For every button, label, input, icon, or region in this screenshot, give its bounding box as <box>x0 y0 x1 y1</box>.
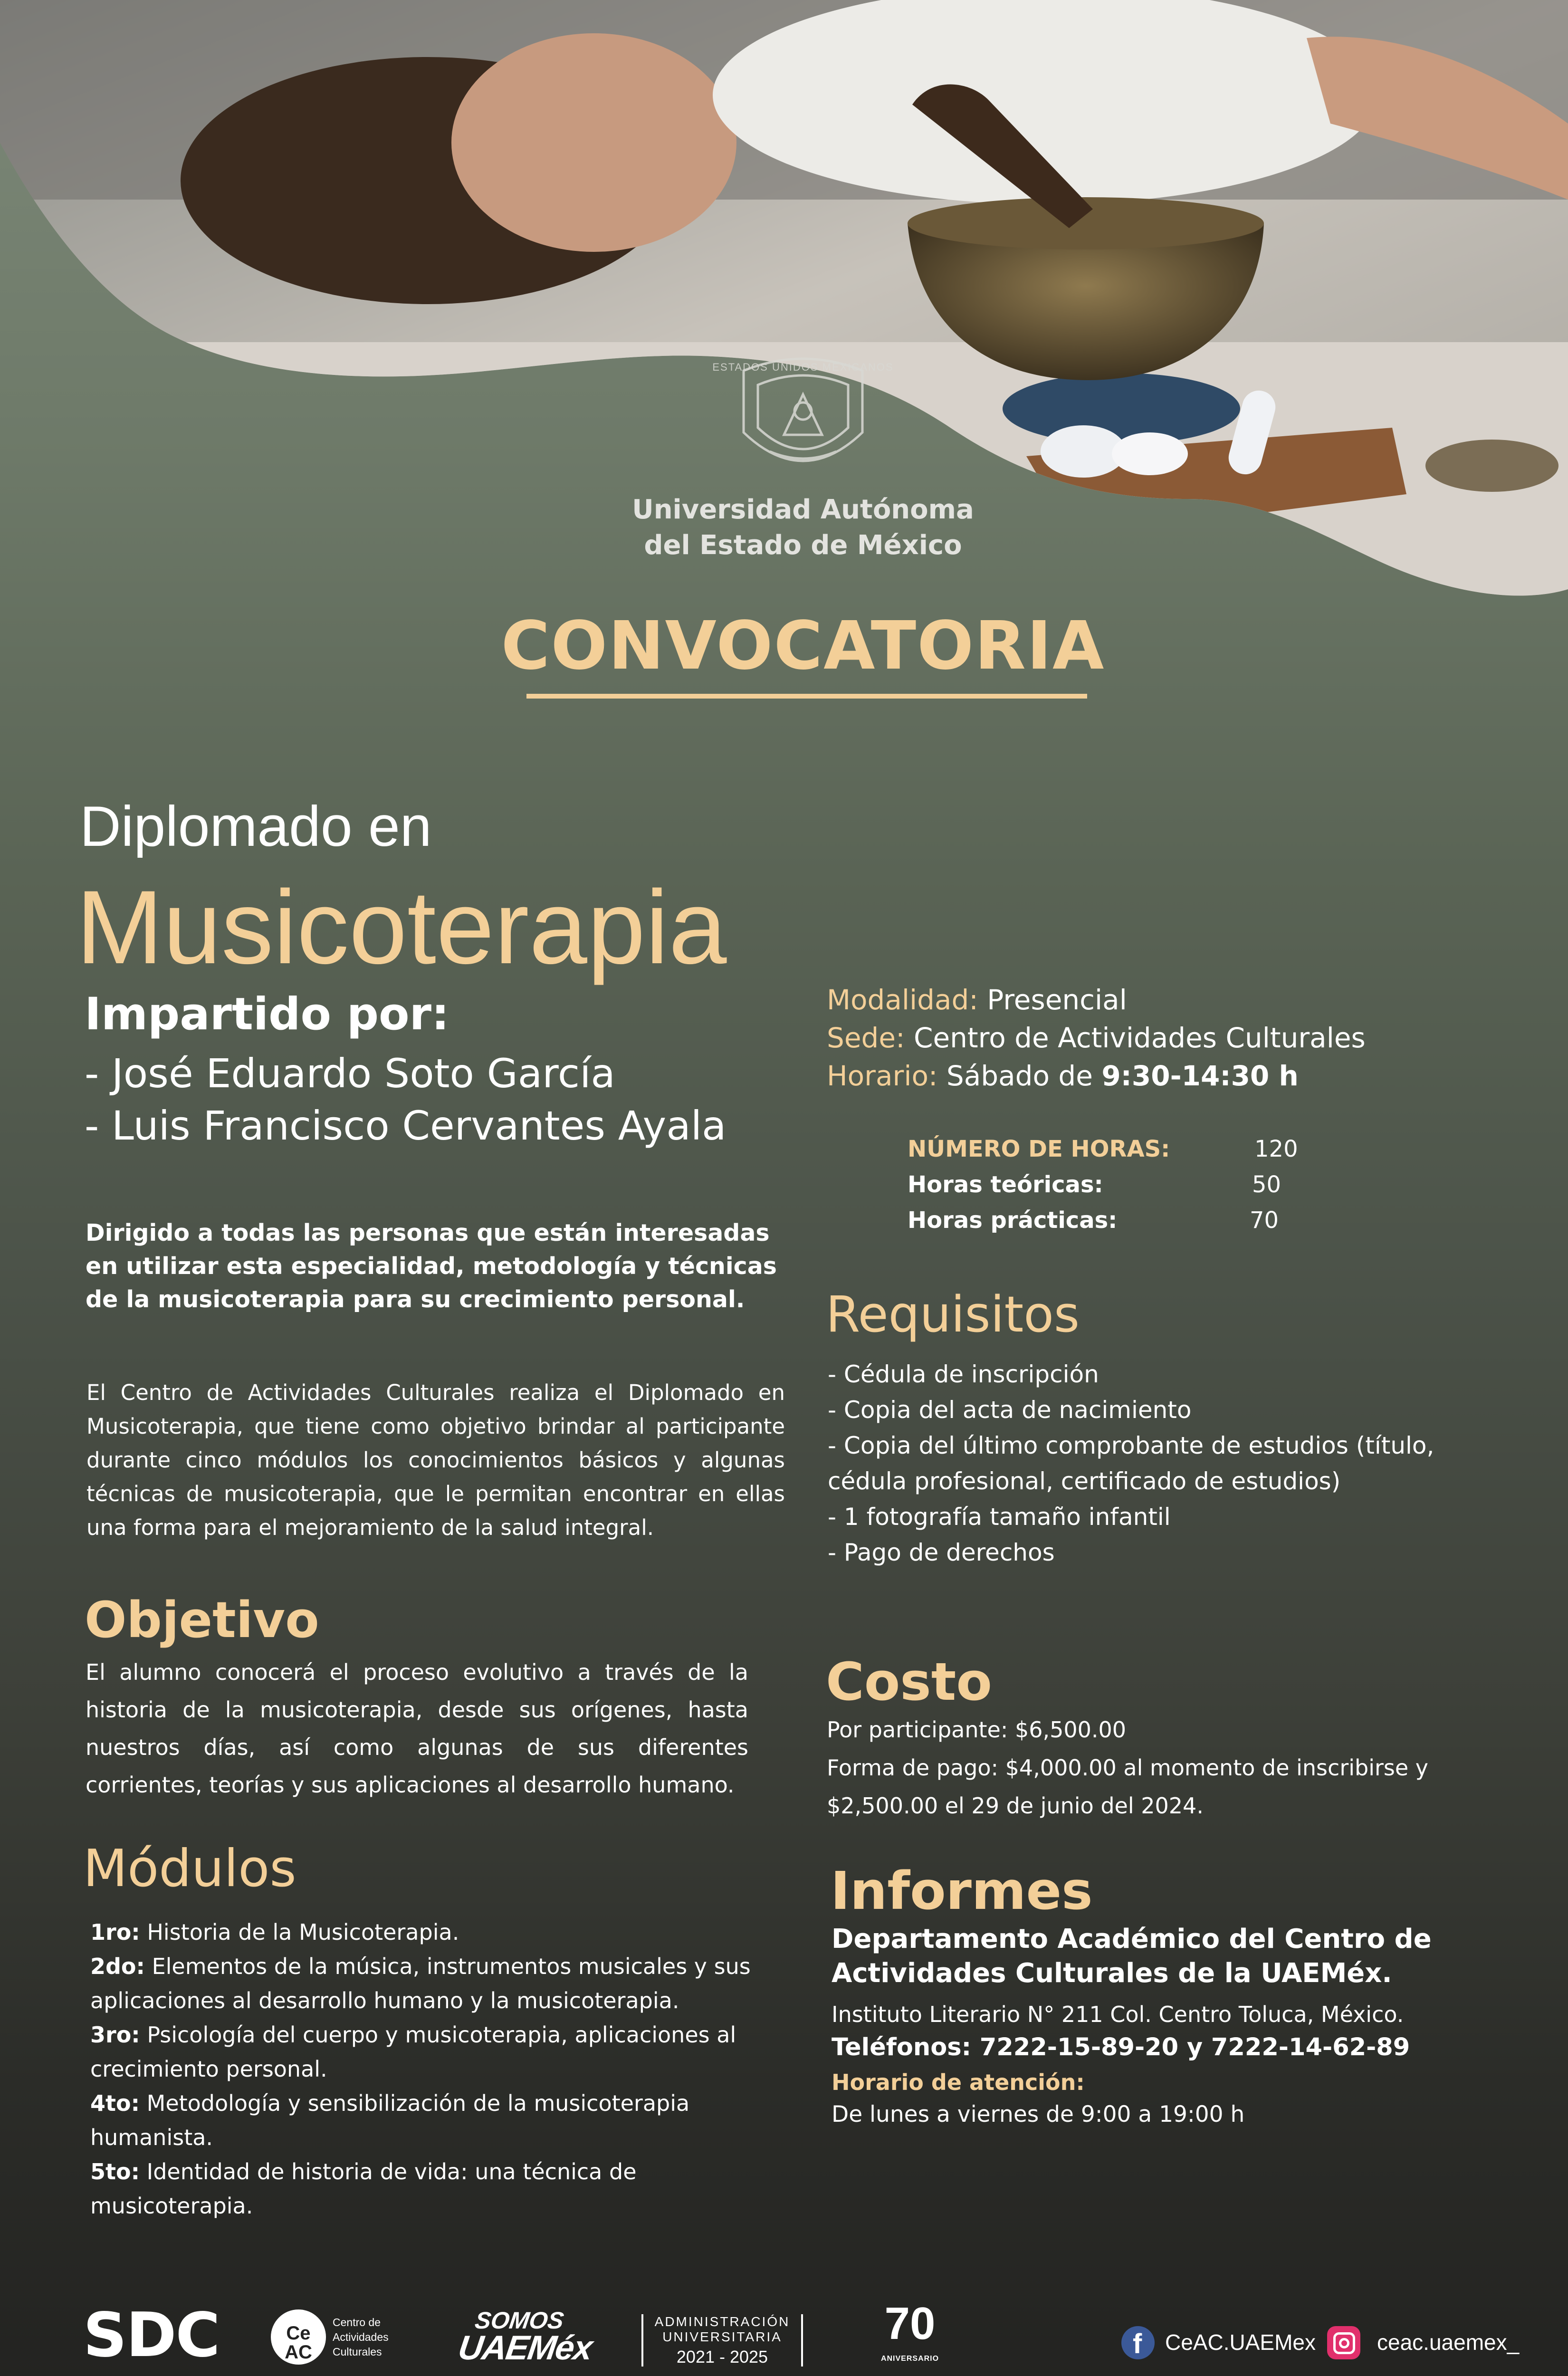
horario-value: Sábado de <box>946 1060 1093 1092</box>
diploma-pre-title: Diplomado en <box>80 795 432 858</box>
requisito-item: - Cédula de inscripción <box>828 1360 1099 1388</box>
ceac-logo-text: Ce AC <box>285 2323 312 2363</box>
somos-logo-line1: SOMOS <box>473 2307 566 2334</box>
admin-line2: UNIVERSITARIA <box>662 2329 782 2344</box>
seal-text: ESTADOS UNIDOS MEXICANOS <box>712 361 894 373</box>
module-text: Identidad de historia de vida: una técnica de musicoterapia. <box>90 2159 637 2219</box>
instagram-icon[interactable] <box>1327 2326 1360 2359</box>
hours-total-value: 120 <box>1254 1136 1298 1162</box>
modulos-list <box>90 1915 789 2223</box>
horario-label: Horario: <box>827 1060 938 1092</box>
module-item <box>90 2018 789 2086</box>
dirigido-paragraph: Dirigido a todas las personas que están interesadas en utilizar esta especialidad, metodología y técnicas de la musicoterapia para su crecimiento personal. <box>86 1219 777 1313</box>
hours-practicas-value: 70 <box>1250 1207 1279 1234</box>
module-item <box>90 2086 789 2155</box>
instagram-handle[interactable]: ceac.uaemex_ <box>1377 2330 1520 2355</box>
informes-department: Departamento Académico del Centro de Actividades Culturales de la UAEMéx. <box>832 1924 1432 1989</box>
hours-total-label: NÚMERO DE HORAS: <box>908 1136 1170 1162</box>
module-number: 3ro: <box>90 2022 140 2048</box>
ceac-logo-icon <box>271 2309 326 2365</box>
informes-heading: Informes <box>831 1860 1093 1921</box>
module-number: 1ro: <box>90 1919 140 1945</box>
horario-time: 9:30-14:30 h <box>1101 1060 1299 1092</box>
module-item <box>90 1915 789 1949</box>
modulos-heading: Módulos <box>83 1839 296 1898</box>
informes-phones: Teléfonos: 7222-15-89-20 y 7222-14-62-89 <box>832 2033 1410 2061</box>
requisito-item: - Copia del acta de nacimiento <box>828 1396 1192 1424</box>
admin-divider-left <box>641 2314 643 2366</box>
admin-divider-right <box>801 2314 803 2366</box>
instructor-name: - Luis Francisco Cervantes Ayala <box>85 1102 727 1149</box>
costo-heading: Costo <box>826 1651 992 1712</box>
university-name-line1: Universidad Autónoma <box>632 494 974 525</box>
sede-row <box>827 1022 1366 1054</box>
sede-label: Sede: <box>827 1022 905 1054</box>
objetivo-heading: Objetivo <box>85 1591 319 1649</box>
modalidad-label: Modalidad: <box>827 984 978 1016</box>
convocatoria-title: CONVOCATORIA <box>501 607 1105 685</box>
admin-years: 2021 - 2025 <box>676 2347 768 2366</box>
admin-line1: ADMINISTRACIÓN <box>654 2314 790 2329</box>
university-name-line2: del Estado de México <box>644 530 962 561</box>
diploma-main-title: Musicoterapia <box>76 869 727 986</box>
descripcion-paragraph: El Centro de Actividades Culturales realiza el Diplomado en Musicoterapia, que tiene como objetivo brindar al participante durante cinco módulos los conocimientos básicos y algunas técnicas de musicoterapia, que le permitan encontrar en ellas una forma para el mejoramiento de la salud integral. <box>86 1380 785 1540</box>
horario-row <box>827 1060 1299 1092</box>
module-number: 2do: <box>90 1954 145 1979</box>
module-item <box>90 2155 789 2223</box>
aniversario-number: 70 <box>884 2298 936 2349</box>
aniversario-text: ANIVERSARIO <box>880 2355 939 2363</box>
requisito-item: - Copia del último comprobante de estudios (título, cédula profesional, certificado de estudios) <box>828 1432 1434 1495</box>
facebook-icon[interactable]: f <box>1121 2326 1155 2359</box>
module-number: 4to: <box>90 2090 140 2116</box>
requisitos-list <box>828 1357 1441 1571</box>
sede-value: Centro de Actividades Culturales <box>913 1022 1366 1054</box>
instructor-name: - José Eduardo Soto García <box>85 1050 615 1097</box>
convocatoria-underline <box>526 694 1087 699</box>
requisito-item: - 1 fotografía tamaño infantil <box>828 1503 1171 1531</box>
requisito-item: - Pago de derechos <box>828 1539 1055 1566</box>
hours-teoricas-label: Horas teóricas: <box>908 1171 1103 1198</box>
module-number: 5to: <box>90 2159 140 2184</box>
modalidad-value: Presencial <box>987 984 1127 1016</box>
costo-per-participant: Por participante: $6,500.00 <box>827 1717 1127 1743</box>
requisitos-heading: Requisitos <box>826 1285 1080 1343</box>
module-text: Elementos de la música, instrumentos musicales y sus aplicaciones al desarrollo humano y la musicoterapia. <box>90 1954 751 2013</box>
objetivo-paragraph: El alumno conocerá el proceso evolutivo a través de la historia de la musicoterapia, desde sus orígenes, hasta nuestros días, así como algunas de sus diferentes corrientes, teorías y sus aplicaciones al desarrollo humano. <box>86 1659 748 1798</box>
modalidad-row <box>827 984 1127 1016</box>
sdc-logo: SDC <box>83 2300 220 2371</box>
informes-address: Instituto Literario N° 211 Col. Centro Toluca, México. <box>832 2002 1404 2027</box>
module-item <box>90 1949 789 2018</box>
costo-block <box>827 1711 1492 1825</box>
facebook-handle[interactable]: CeAC.UAEMex <box>1165 2330 1316 2355</box>
module-text: Historia de la Musicoterapia. <box>147 1919 459 1945</box>
informes-hours-value: De lunes a viernes de 9:00 a 19:00 h <box>832 2101 1245 2127</box>
somos-logo-line2: UAEMéx <box>456 2329 594 2367</box>
ceac-caption: Centro de Actividades Culturales <box>333 2316 389 2358</box>
informes-hours-label: Horario de atención: <box>832 2069 1085 2095</box>
costo-payment-terms: Forma de pago: $4,000.00 al momento de inscribirse y $2,500.00 el 29 de junio del 2024. <box>827 1755 1429 1819</box>
impartido-heading: Impartido por: <box>85 988 449 1040</box>
module-text: Metodología y sensibilización de la musicoterapia humanista. <box>90 2090 690 2150</box>
hours-teoricas-value: 50 <box>1252 1171 1281 1198</box>
module-text: Psicología del cuerpo y musicoterapia, aplicaciones al crecimiento personal. <box>90 2022 736 2082</box>
hours-practicas-label: Horas prácticas: <box>908 1207 1118 1234</box>
